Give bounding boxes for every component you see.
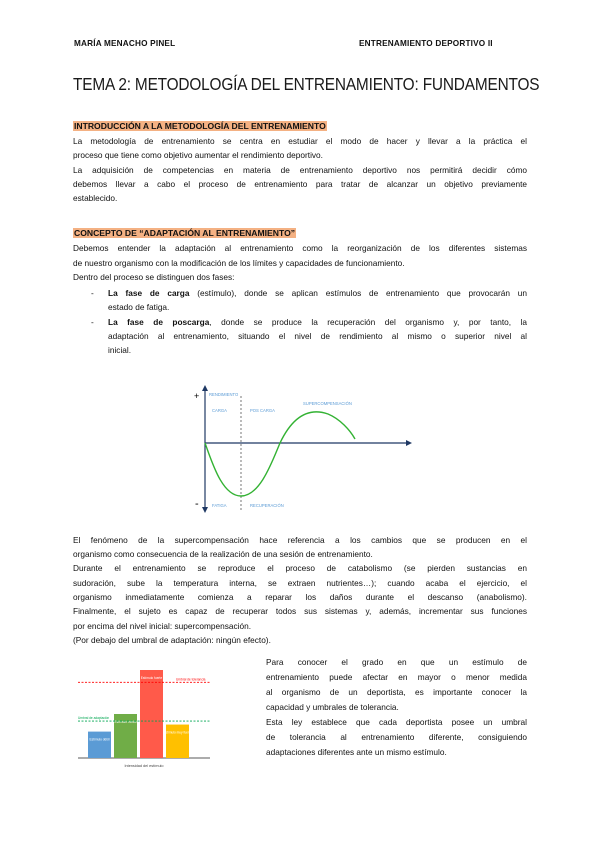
bullet-text: , donde se produce la recuperación del organismo y, por tanto, la (209, 317, 527, 327)
bullet-dash: - (91, 288, 94, 298)
paragraph-line: organismo como consecuencia de la realización de una sesión de entrenamiento. (73, 549, 373, 559)
bullet-item-poscarga (108, 315, 527, 329)
y-axis-arrow-down (202, 507, 208, 513)
bullet-bold: La fase de carga (108, 288, 190, 298)
bar-label: Estímulo débil (89, 737, 110, 742)
paragraph-line: capacidad y umbrales de tolerancia. (266, 702, 399, 712)
bullet-line: inicial. (108, 345, 132, 355)
label-supercompensacion: SUPERCOMPENSACIÓN (303, 401, 352, 406)
header-author: MARÍA MENACHO PINEL (74, 39, 176, 48)
paragraph-line: Finalmente, el sujeto es capaz de recuperar todos sus sistemas y, además, incrementar sus funciones (73, 606, 527, 616)
chart-xlabel: Intensidad del estímulo (124, 764, 164, 768)
paragraph-line: Esta ley establece que cada deportista posee un umbral (266, 717, 527, 727)
paragraph-line: La adquisición de competencias en materia de entrenamiento deportivo nos permitirá decidir cómo (73, 165, 527, 175)
paragraph-line: de nuestro organismo con la modificación de los límites y capacidades de funcionamiento. (73, 258, 405, 268)
label-poscarga: POS CARGA (250, 408, 275, 413)
bar-label: Estímulo medio (114, 720, 137, 724)
bullet-bold: La fase de poscarga (108, 317, 210, 327)
label-rendimiento: RENDIMIENTO (209, 392, 239, 397)
paragraph-line: debemos llevar a cabo el proceso de entrenamiento para tratar de alcanzar un objetivo previamente (73, 179, 527, 189)
paragraph-line: organismo inmediatamente comienza a reparar los daños durante el descanso (anabolismo). (73, 592, 527, 602)
plus-sign: + (194, 391, 200, 401)
bullet-text: (estímulo), donde se aplican estímulos de entrenamiento que provocarán un (189, 288, 527, 298)
x-axis-arrow (406, 440, 412, 446)
paragraph-line: establecido. (73, 193, 118, 203)
paragraph-line: de tolerancia al entrenamiento diferente, consiguiendo (266, 732, 527, 742)
supercompensation-diagram (190, 384, 415, 516)
paragraph-line: sudoración, sube la temperatura interna, se extraen nutrientes…); cuando acaba el ejercicio, el (73, 578, 527, 588)
y-axis-arrow-up (202, 385, 208, 391)
header-course: ENTRENAMIENTO DEPORTIVO II (359, 39, 493, 48)
paragraph-line: La metodología de entrenamiento se centra en estudiar el modo de hacer y llevar a la práctica el (73, 136, 527, 146)
minus-sign: - (195, 498, 199, 510)
bar-label: Estímulo fuerte (140, 676, 163, 680)
chart-bar (140, 670, 163, 758)
paragraph-line: al organismo de un deportista, es importante conocer la (266, 687, 527, 697)
paragraph-line: adaptaciones diferentes ante un mismo estímulo. (266, 747, 447, 757)
paragraph-line: por encima del nivel inicial: supercompensación. (73, 621, 252, 631)
chart-bar (88, 732, 111, 758)
adaptation-curve (205, 412, 355, 496)
threshold-label: Umbral de tolerancia (176, 677, 206, 682)
paragraph-line: proceso que tiene como objetivo aumentar el rendimiento deportivo. (73, 150, 323, 160)
paragraph-line: (Por debajo del umbral de adaptación: ningún efecto). (73, 635, 271, 645)
label-carga: CARGA (212, 408, 227, 413)
bar-label: Estímulo muy fuerte (163, 730, 192, 735)
paragraph-line: Debemos entender la adaptación al entrenamiento como la reorganización de los diferentes sistemas (73, 243, 527, 253)
bullet-item-carga (108, 286, 527, 300)
section-heading-introduccion: INTRODUCCIÓN A LA METODOLOGÍA DEL ENTRENAMIENTO (74, 121, 326, 131)
bullet-line: estado de fatiga. (108, 302, 170, 312)
bullet-dash: - (91, 317, 94, 327)
paragraph-line: Para conocer el grado en que un estímulo de (266, 657, 527, 667)
threshold-label: Umbral de adaptación (78, 716, 110, 721)
paragraph-line: Durante el entrenamiento se reproduce el proceso de catabolismo (se pierden sustancias en (73, 563, 527, 573)
label-recuperacion: RECUPERACIÓN (250, 503, 284, 508)
label-fatiga: FATIGA (212, 503, 227, 508)
threshold-chart (72, 662, 222, 770)
paragraph-line: entrenamiento puede afectar en mayor o menor medida (266, 672, 527, 682)
section-heading-adaptacion: CONCEPTO DE “ADAPTACIÓN AL ENTRENAMIENTO” (74, 228, 296, 238)
paragraph-line: Dentro del proceso se distinguen dos fases: (73, 272, 235, 282)
bullet-line: adaptación al entrenamiento, situando el nivel de rendimiento al mismo o superior nivel al (108, 331, 527, 341)
page-title: TEMA 2: METODOLOGÍA DEL ENTRENAMIENTO: FUNDAMENTOS (73, 74, 540, 94)
paragraph-line: El fenómeno de la supercompensación hace referencia a los cambios que se producen en el (73, 535, 527, 545)
